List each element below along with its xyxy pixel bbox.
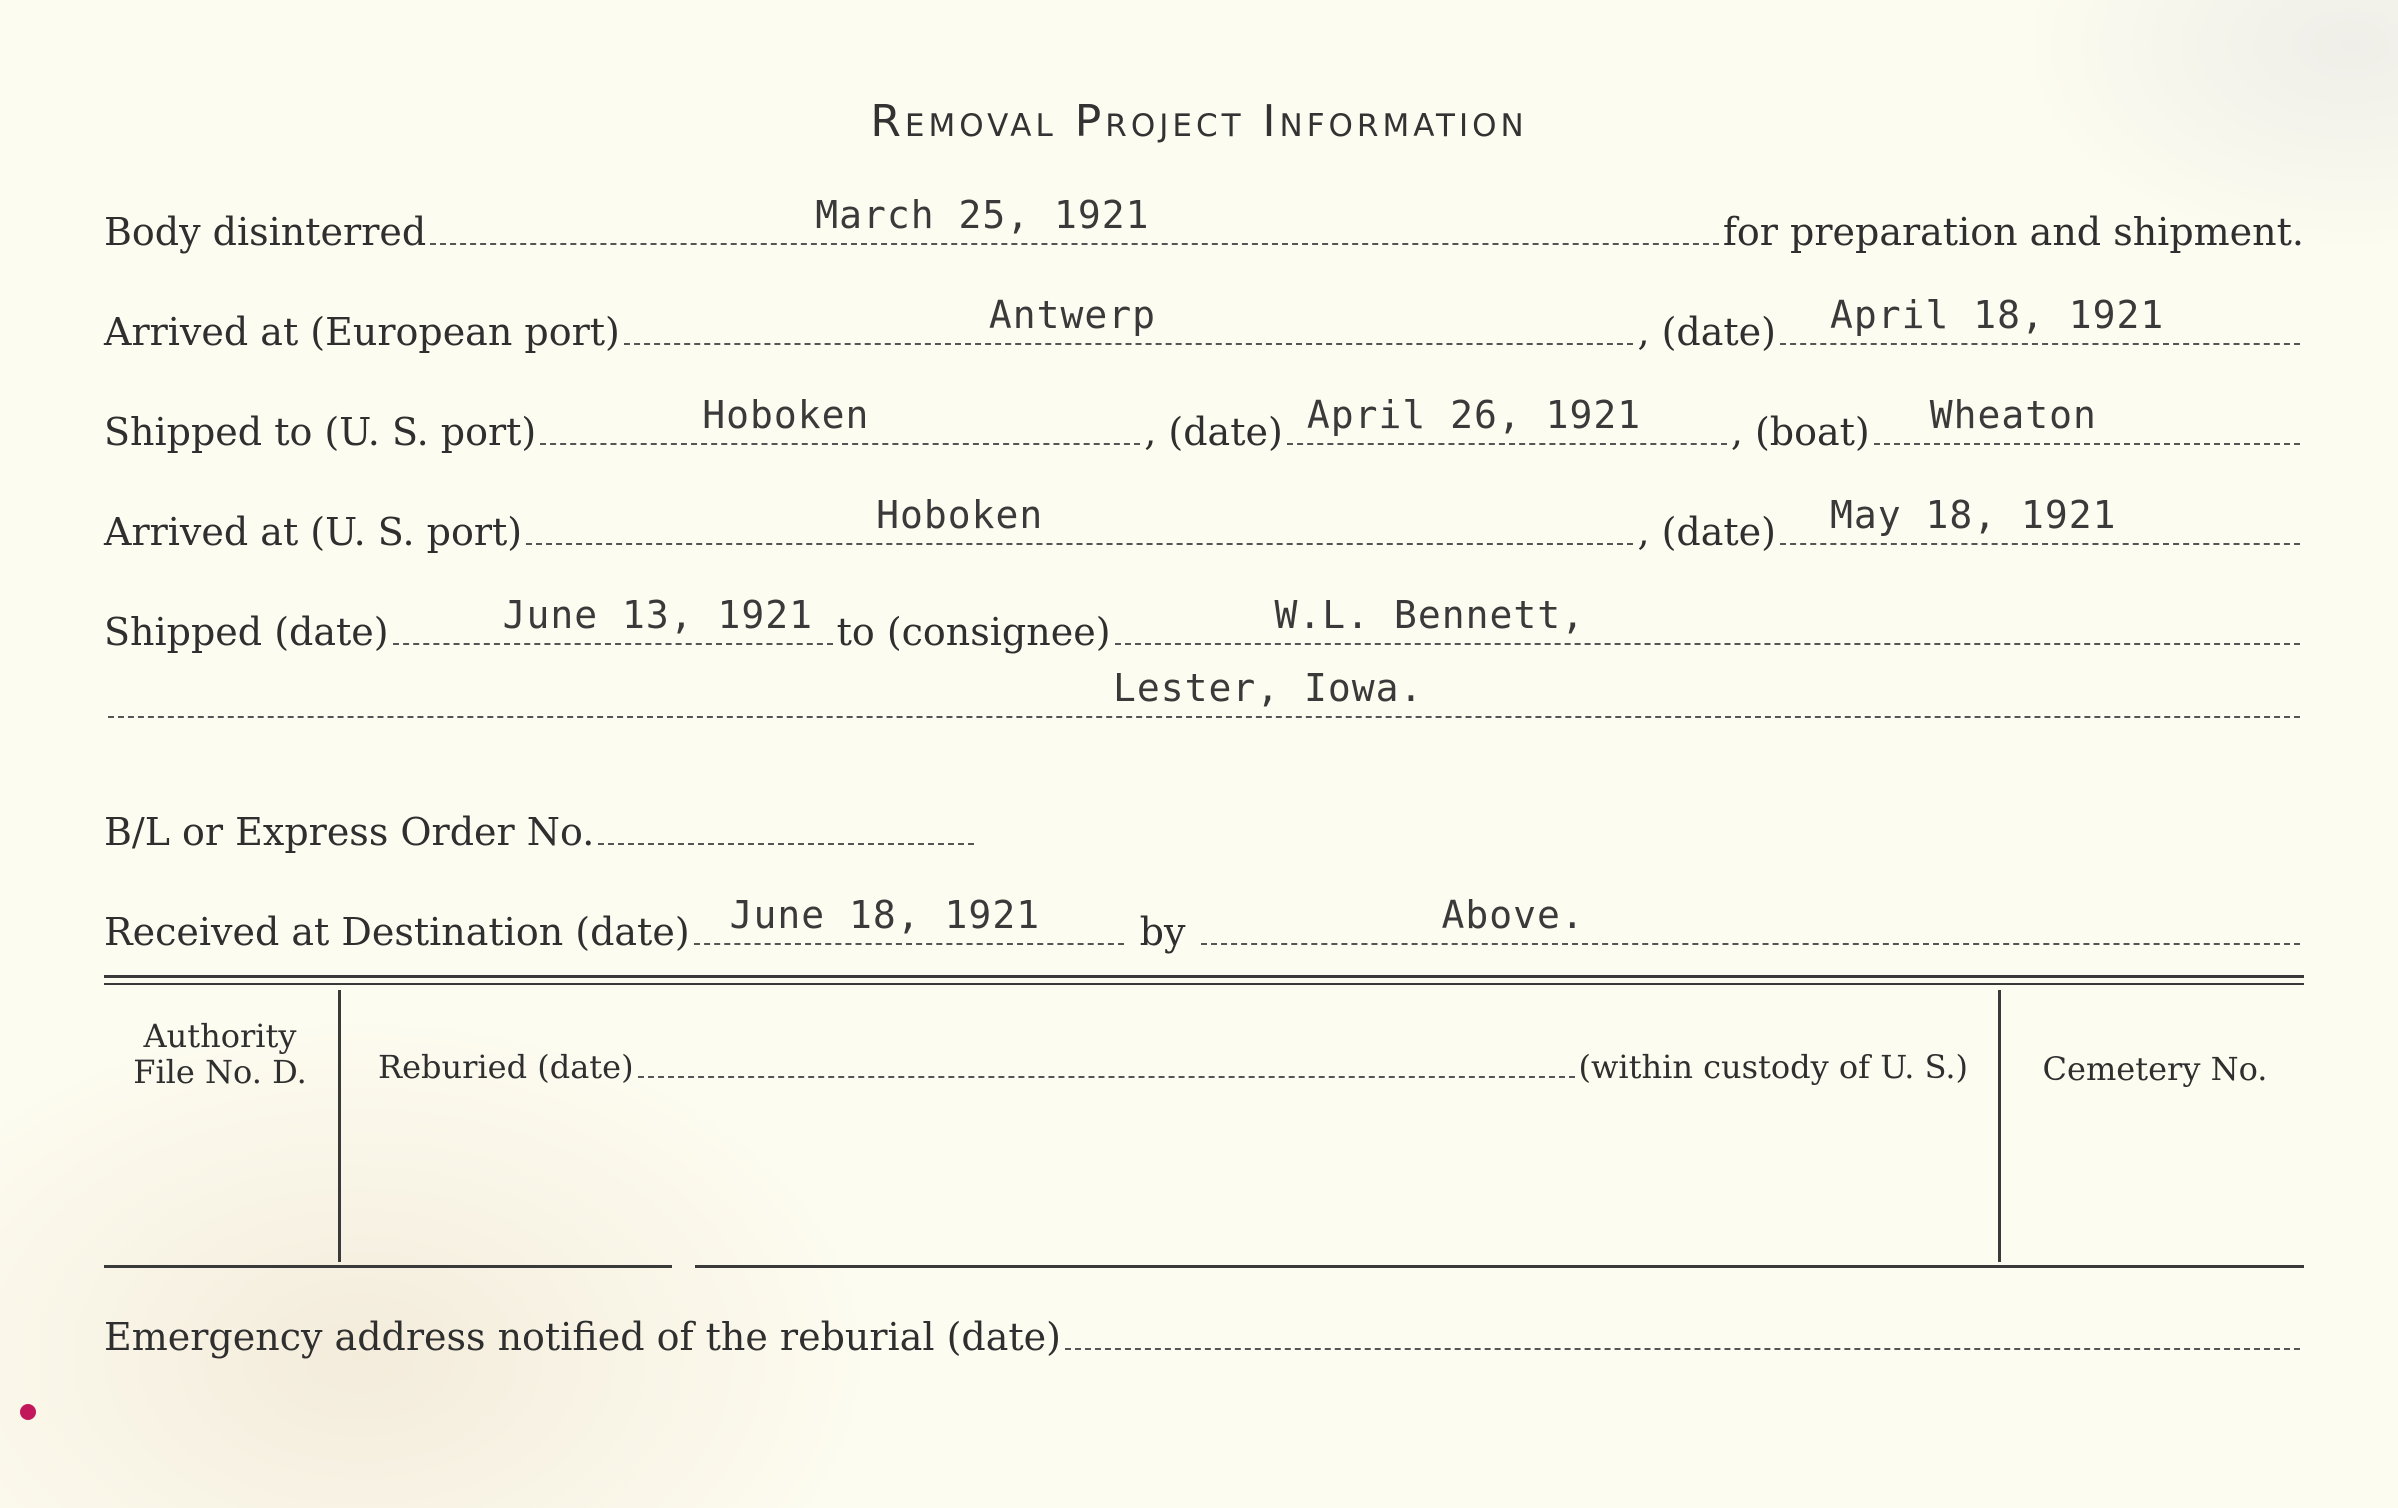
- value-shipped-us-date: April 26, 1921: [1306, 393, 1642, 437]
- row-consignee-address: [104, 666, 2304, 718]
- field-arrived-eu-date[interactable]: [1780, 293, 2300, 345]
- card-title: Removal Project Information: [870, 96, 1528, 147]
- value-consignee-address: Lester, Iowa.: [1113, 666, 1424, 710]
- table-divider-left: [338, 990, 341, 1262]
- field-arrived-eu[interactable]: [624, 293, 1634, 345]
- field-received-by[interactable]: [1201, 893, 2300, 945]
- row-shipped-us: [104, 393, 2304, 454]
- row-disinterred: [104, 193, 2304, 254]
- table-bottom-rule-b: [695, 1265, 2304, 1268]
- row-emergency: [104, 1315, 2304, 1359]
- value-arrived-eu: Antwerp: [988, 293, 1157, 337]
- label-received: Received at Destination (date): [104, 910, 690, 954]
- row-shipped: [104, 593, 2304, 654]
- row-bl: [104, 810, 978, 854]
- label-shipped-us-date: , (date): [1144, 410, 1283, 454]
- value-consignee: W.L. Bennett,: [1274, 593, 1585, 637]
- field-bl[interactable]: [598, 837, 974, 845]
- table-top-rule-2: [104, 983, 2304, 985]
- label-shipped-us: Shipped to (U. S. port): [104, 410, 537, 454]
- label-bl: B/L or Express Order No.: [104, 810, 595, 854]
- label-disinterred: Body disinterred: [104, 210, 427, 254]
- table-divider-right: [1998, 990, 2001, 1262]
- label-consignee: to (consignee): [836, 610, 1111, 654]
- value-received-date: June 18, 1921: [729, 893, 1041, 937]
- value-arrived-us-date: May 18, 1921: [1830, 493, 2117, 537]
- value-received-by: Above.: [1441, 893, 1585, 937]
- value-disinterred: March 25, 1921: [815, 193, 1150, 237]
- value-shipped-date: June 13, 1921: [502, 593, 814, 637]
- reburied-row: [378, 1048, 1968, 1086]
- label-by: by: [1139, 910, 1186, 954]
- field-consignee[interactable]: [1115, 593, 2300, 645]
- field-emergency-date[interactable]: [1065, 1342, 2300, 1350]
- field-arrived-us[interactable]: [526, 493, 1633, 545]
- field-disinterred[interactable]: [430, 193, 1719, 245]
- custody-label: (within custody of U. S.): [1578, 1048, 1968, 1086]
- table-top-rule: [104, 975, 2304, 978]
- field-shipped-us-date[interactable]: [1287, 393, 1727, 445]
- value-boat: Wheaton: [1929, 393, 2097, 437]
- field-shipped-us[interactable]: [540, 393, 1140, 445]
- label-shipped-date: Shipped (date): [104, 610, 389, 654]
- label-arrived-us-date: , (date): [1637, 510, 1776, 554]
- row-arrived-eu: [104, 293, 2304, 354]
- field-shipped-date[interactable]: [393, 593, 833, 645]
- field-boat[interactable]: [1874, 393, 2300, 445]
- field-received-date[interactable]: [694, 893, 1124, 945]
- ink-spot: [20, 1404, 36, 1420]
- label-arrived-eu-date: , (date): [1637, 310, 1776, 354]
- value-arrived-us: Hoboken: [876, 493, 1044, 537]
- label-emergency: Emergency address notified of the reburial (date): [104, 1315, 1061, 1359]
- cemetery-no-label: Cemetery No.: [2042, 1050, 2268, 1088]
- reburied-label: Reburied (date): [378, 1048, 634, 1086]
- field-arrived-us-date[interactable]: [1780, 493, 2300, 545]
- value-arrived-eu-date: April 18, 1921: [1830, 293, 2165, 337]
- row-received: [104, 893, 2304, 954]
- label-arrived-us: Arrived at (U. S. port): [104, 510, 523, 554]
- label-boat: , (boat): [1730, 410, 1870, 454]
- value-shipped-us: Hoboken: [702, 393, 870, 437]
- field-reburied-date[interactable]: [638, 1070, 1575, 1078]
- label-arrived-eu: Arrived at (European port): [104, 310, 620, 354]
- label-preparation: for preparation and shipment.: [1722, 210, 2304, 254]
- row-arrived-us: [104, 493, 2304, 554]
- field-consignee-address[interactable]: [108, 666, 2300, 718]
- authority-file-label: Authority File No. D.: [133, 1017, 307, 1091]
- table-bottom-rule-a: [104, 1265, 672, 1268]
